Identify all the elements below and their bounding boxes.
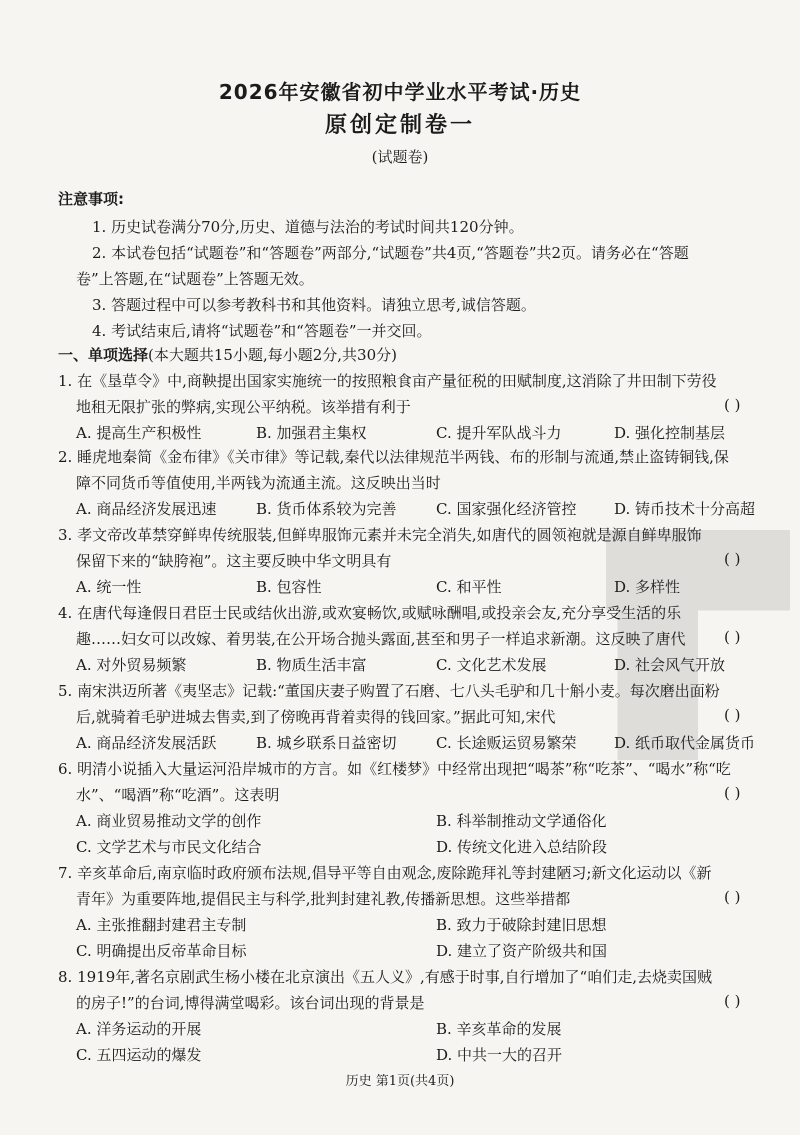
- section-title: 一、单项选择: [58, 346, 149, 364]
- question-6-line-2: 水”、“喝酒”称“吃酒”。这表明: [76, 786, 280, 804]
- notice-line: 4. 考试结束后,请将“试题卷”和“答题卷”一并交回。: [92, 322, 432, 340]
- paper-type-label: (试题卷): [371, 148, 429, 166]
- question-6-line-1: 6. 明清小说插入大量运河沿岸城市的方言。如《红楼梦》中经常出现把“喝茶”称“吃茶”、“喝水”称“吃: [58, 760, 731, 778]
- question-6-option-a: A. 商业贸易推动文学的创作: [76, 812, 262, 830]
- question-4-line-2: 趣……妇女可以改嫁、着男装,在公开场合抛头露面,甚至和男子一样追求新潮。这反映了唐代: [76, 630, 686, 648]
- answer-bracket: ( ): [724, 784, 741, 802]
- question-3-option-b: B. 包容性: [256, 578, 322, 596]
- question-3-option-c: C. 和平性: [436, 578, 502, 596]
- question-2-option-d: D. 铸币技术十分高超: [614, 500, 756, 518]
- answer-bracket: ( ): [724, 628, 741, 646]
- exam-subtitle: 原创定制卷一: [324, 113, 475, 138]
- question-6-option-b: B. 科举制推动文学通俗化: [436, 812, 607, 830]
- question-4-line-1: 4. 在唐代每逢假日君臣士民或结伙出游,或欢宴畅饮,或赋咏酬唱,或投亲会友,充分享受生活的乐: [58, 604, 682, 622]
- question-8-line-1: 8. 1919年,著名京剧武生杨小楼在北京演出《五人义》,有感于时事,自行增加了“咱们走,去烧卖国贼: [58, 968, 712, 986]
- question-3-line-1: 3. 孝文帝改革禁穿鲜卑传统服装,但鲜卑服饰元素并未完全消失,如唐代的圆领袍就是源自鲜卑服饰: [58, 526, 702, 544]
- question-7-line-2: 青年》为重要阵地,提倡民主与科学,批判封建礼教,传播新思想。这些举措都: [76, 890, 571, 908]
- notice-line: 3. 答题过程中可以参考教科书和其他资料。请独立思考,诚信答题。: [92, 296, 536, 314]
- notice-line: 卷”上答题,在“试题卷”上答题无效。: [76, 270, 314, 288]
- section-heading: [58, 344, 397, 365]
- question-8-line-2: 的房子!”的台词,博得满堂喝彩。该台词出现的背景是: [76, 994, 425, 1012]
- question-2-option-c: C. 国家强化经济管控: [436, 500, 577, 518]
- question-1-line-1: 1. 在《垦草令》中,商鞅提出国家实施统一的按照粮食亩产量征税的田赋制度,这消除了井田制下劳役: [58, 372, 717, 390]
- answer-bracket: ( ): [724, 396, 741, 414]
- question-1-option-b: B. 加强君主集权: [256, 424, 367, 442]
- question-1-option-c: C. 提升军队战斗力: [436, 424, 562, 442]
- question-4-option-a: A. 对外贸易频繁: [76, 656, 187, 674]
- question-2-option-b: B. 货币体系较为完善: [256, 500, 397, 518]
- question-5-option-b: B. 城乡联系日益密切: [256, 734, 397, 752]
- question-8-option-b: B. 辛亥革命的发展: [436, 1020, 562, 1038]
- question-1-line-2: 地租无限扩张的弊病,实现公平纳税。该举措有利于: [76, 398, 411, 416]
- notice-line: 2. 本试卷包括“试题卷”和“答题卷”两部分,“试题卷”共4页,“答题卷”共2页。请务必在“答题: [92, 244, 689, 262]
- question-3-line-2: 保留下来的“缺胯袍”。这主要反映中华文明具有: [76, 552, 392, 570]
- question-1-option-d: D. 强化控制基层: [614, 424, 726, 442]
- question-4-option-d: D. 社会风气开放: [614, 656, 726, 674]
- section-note: (本大题共15小题,每小题2分,共30分): [148, 346, 397, 364]
- answer-bracket: ( ): [724, 992, 741, 1010]
- question-7-option-b: B. 致力于破除封建旧思想: [436, 916, 607, 934]
- question-8-option-a: A. 洋务运动的开展: [76, 1020, 202, 1038]
- question-2-option-a: A. 商品经济发展迅速: [76, 500, 217, 518]
- question-3-option-a: A. 统一性: [76, 578, 142, 596]
- question-5-line-1: 5. 南宋洪迈所著《夷坚志》记载:“董国庆妻子购置了石磨、七八头毛驴和几十斛小麦。每次磨出面粉: [58, 682, 720, 700]
- answer-bracket: ( ): [724, 550, 741, 568]
- question-8-option-d: D. 中共一大的召开: [436, 1046, 563, 1064]
- question-5-option-c: C. 长途贩运贸易繁荣: [436, 734, 577, 752]
- question-5-line-2: 后,就骑着毛驴进城去售卖,到了傍晚再背着卖得的钱回家。”据此可知,宋代: [76, 708, 556, 726]
- question-5-option-d: D. 纸币取代金属货币: [614, 734, 756, 752]
- question-4-option-b: B. 物质生活丰富: [256, 656, 367, 674]
- question-7-option-a: A. 主张推翻封建君主专制: [76, 916, 247, 934]
- question-2-line-1: 2. 睡虎地秦简《金布律》《关市律》等记载,秦代以法律规范半两钱、布的形制与流通,禁止盗铸铜钱,保: [58, 448, 729, 466]
- notice-heading: 注意事项:: [58, 190, 124, 208]
- question-1-option-a: A. 提高生产积极性: [76, 424, 202, 442]
- notice-line: 1. 历史试卷满分70分,历史、道德与法治的考试时间共120分钟。: [92, 218, 524, 236]
- question-7-option-c: C. 明确提出反帝革命目标: [76, 942, 247, 960]
- question-8-option-c: C. 五四运动的爆发: [76, 1046, 202, 1064]
- exam-title: 2026年安徽省初中学业水平考试·历史: [218, 80, 582, 104]
- question-6-option-d: D. 传统文化进入总结阶段: [436, 838, 608, 856]
- question-6-option-c: C. 文学艺术与市民文化结合: [76, 838, 262, 856]
- question-7-option-d: D. 建立了资产阶级共和国: [436, 942, 608, 960]
- question-7-line-1: 7. 辛亥革命后,南京临时政府颁布法规,倡导平等自由观念,废除跪拜礼等封建陋习;新文化运动以《新: [58, 864, 712, 882]
- answer-bracket: ( ): [724, 888, 741, 906]
- answer-bracket: ( ): [724, 706, 741, 724]
- question-4-option-c: C. 文化艺术发展: [436, 656, 547, 674]
- question-5-option-a: A. 商品经济发展活跃: [76, 734, 217, 752]
- question-3-option-d: D. 多样性: [614, 578, 681, 596]
- question-2-line-2: 障不同货币等值使用,半两钱为流通主流。这反映出当时: [76, 474, 441, 492]
- page-footer: 历史 第1页(共4页): [345, 1074, 455, 1089]
